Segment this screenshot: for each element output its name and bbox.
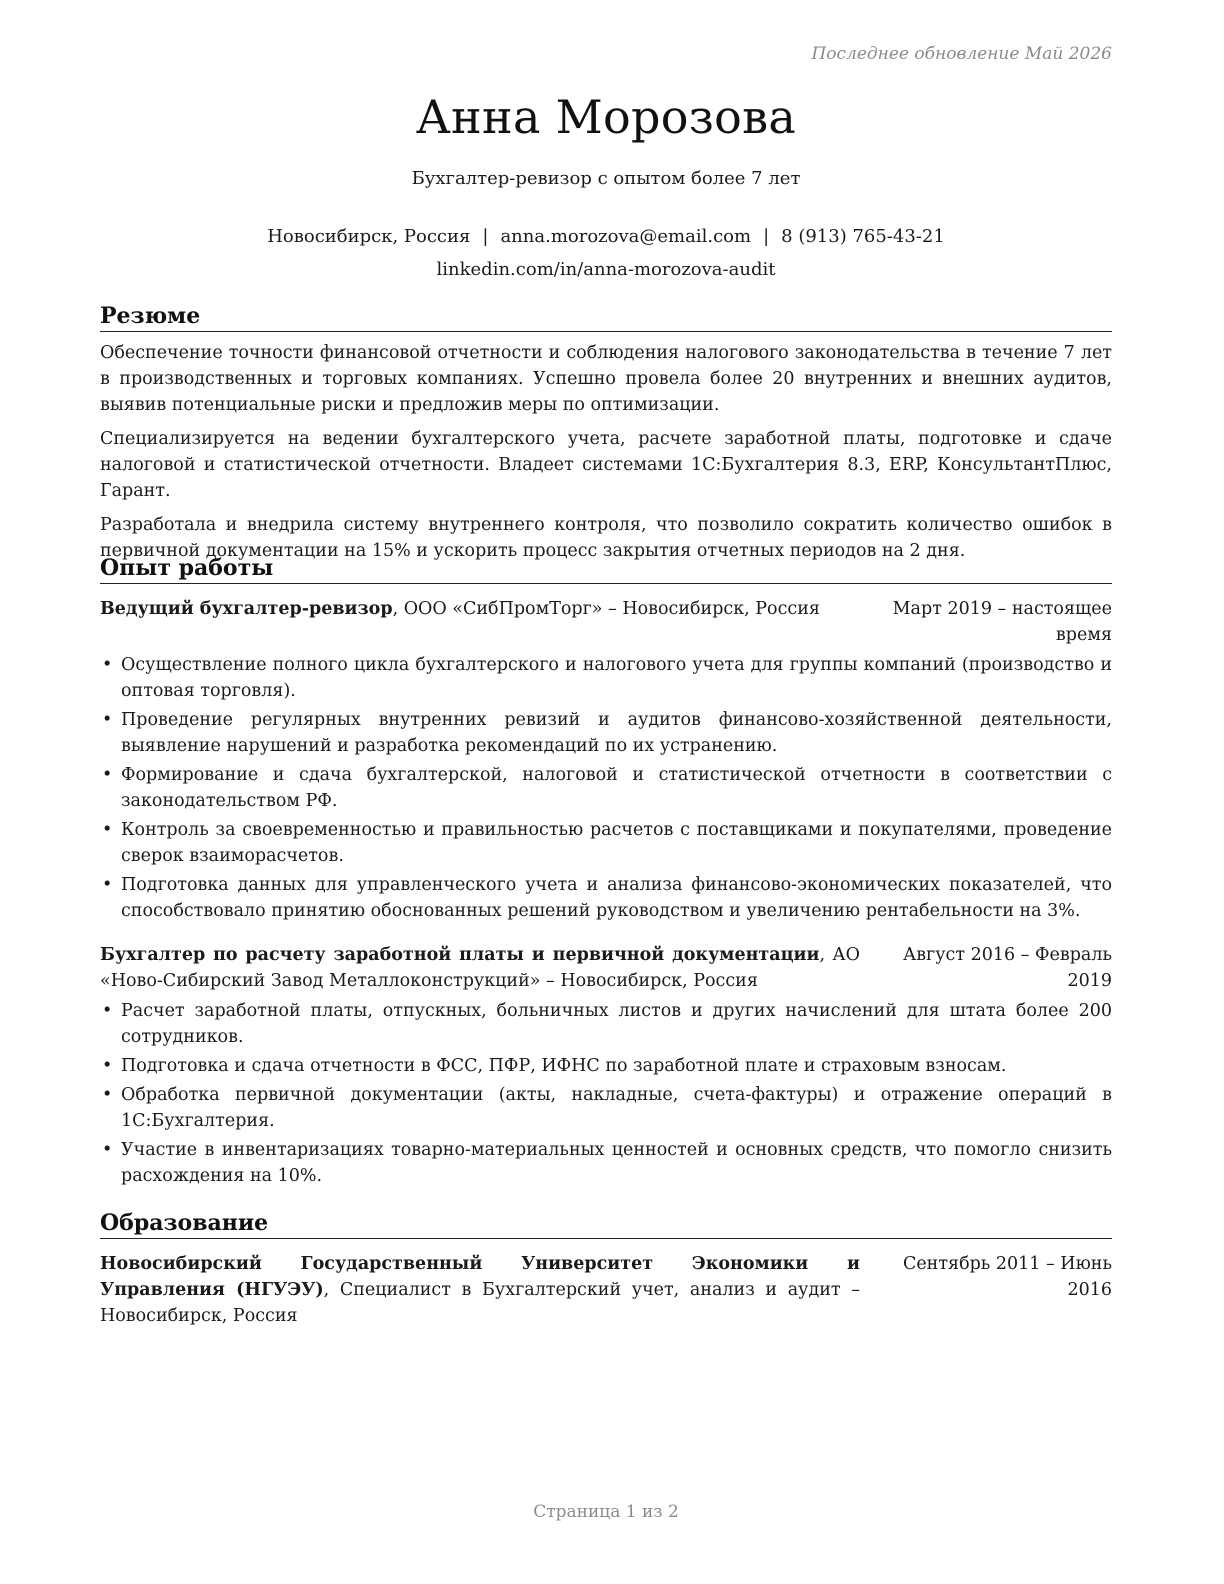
education-title-line bbox=[100, 1251, 860, 1329]
list-item: • Участие в инвентаризациях товарно-материальных ценностей и основных средств, что помогло снизить расхождения на 10%. bbox=[100, 1137, 1112, 1189]
email-link[interactable]: anna.morozova@email.com bbox=[500, 226, 752, 247]
job-title-line bbox=[100, 942, 860, 994]
summary-paragraph: Разработала и внедрила систему внутреннего контроля, что позволило сократить количество ошибок в первичной документации на 15% и ускорить процесс закрытия отчетных периодов на 2 дня. bbox=[100, 515, 1112, 561]
job-entry bbox=[100, 942, 1112, 1189]
job-position: Ведущий бухгалтер-ревизор bbox=[100, 599, 393, 619]
summary-paragraph: Обеспечение точности финансовой отчетности и соблюдения налогового законодательства в течение 7 лет в производственных и торговых компаниях. Успешно провела более 20 внутренних и внешних аудитов, выявив потенциальные риски и предложив меры по оптимизации. bbox=[100, 343, 1112, 415]
contact-block bbox=[100, 220, 1112, 286]
list-item: • Подготовка данных для управленческого учета и анализа финансово-экономических показателей, что способствовало принятию обоснованных решений руководством и увеличению рентабельности на 3%. bbox=[100, 872, 1112, 924]
job-bullets bbox=[100, 652, 1112, 924]
candidate-name: Анна Морозова bbox=[415, 90, 797, 144]
education-entry bbox=[100, 1251, 1112, 1329]
phone: 8 (913) 765-43-21 bbox=[781, 226, 945, 247]
resume-page bbox=[100, 0, 1112, 1584]
list-item: • Контроль за своевременностью и правильностью расчетов с поставщиками и покупателями, проведение сверок взаиморасчетов. bbox=[100, 817, 1112, 869]
section-title-education: Образование bbox=[100, 1210, 1112, 1239]
separator: | bbox=[482, 226, 489, 247]
education-section bbox=[100, 1210, 1112, 1329]
education-degree: , Специалист в Бухгалтерский учет, анализ и аудит – Новосибирск, Россия bbox=[100, 1280, 860, 1326]
job-dates: Август 2016 – Февраль 2019 bbox=[902, 945, 1112, 991]
job-position: Бухгалтер по расчету заработной платы и первичной документации bbox=[100, 945, 820, 965]
separator: | bbox=[763, 226, 770, 247]
contact-line bbox=[100, 220, 1112, 253]
last-updated: Последнее обновление Май 2026 bbox=[811, 44, 1112, 64]
section-title-experience: Опыт работы bbox=[100, 555, 1112, 584]
job-entry bbox=[100, 596, 1112, 924]
job-header bbox=[100, 942, 1112, 994]
list-item: • Осуществление полного цикла бухгалтерского и налогового учета для группы компаний (производство и оптовая торговля). bbox=[100, 652, 1112, 704]
summary-section bbox=[100, 303, 1112, 564]
location: Новосибирск, Россия bbox=[267, 226, 471, 247]
job-header bbox=[100, 596, 1112, 648]
list-item: • Формирование и сдача бухгалтерской, налоговой и статистической отчетности в соответствии с законодательством РФ. bbox=[100, 762, 1112, 814]
job-bullets bbox=[100, 998, 1112, 1189]
summary-paragraph: Специализируется на ведении бухгалтерского учета, расчете заработной платы, подготовке и сдаче налоговой и статистической отчетности. Владеет системами 1С:Бухгалтерия 8.3, ERP, КонсультантПлюс, Гарант. bbox=[100, 429, 1112, 501]
linkedin-link[interactable]: linkedin.com/in/anna-morozova-audit bbox=[436, 259, 776, 280]
list-item: • Подготовка и сдача отчетности в ФСС, ПФР, ИФНС по заработной плате и страховым взносам. bbox=[100, 1053, 1112, 1079]
job-dates: Март 2019 – настоящее время bbox=[892, 599, 1112, 645]
education-institution: Новосибирский Государственный Университет Экономики и Управления (НГУЭУ) bbox=[100, 1254, 860, 1300]
job-company: , АО «Ново-Сибирский Завод Металлоконструкций» – Новосибирск, Россия bbox=[100, 945, 860, 991]
section-title-summary: Резюме bbox=[100, 303, 1112, 332]
list-item: • Проведение регулярных внутренних ревизий и аудитов финансово-хозяйственной деятельности, выявление нарушений и разработка рекомендаций по их устранению. bbox=[100, 707, 1112, 759]
education-dates: Сентябрь 2011 – Июнь 2016 bbox=[902, 1254, 1112, 1300]
job-company: , ООО «СибПромТорг» – Новосибирск, Россия bbox=[392, 599, 820, 619]
headline: Бухгалтер-ревизор с опытом более 7 лет bbox=[411, 168, 801, 189]
list-item: • Обработка первичной документации (акты, накладные, счета-фактуры) и отражение операций в 1С:Бухгалтерия. bbox=[100, 1082, 1112, 1134]
job-title-line bbox=[100, 596, 860, 648]
page-number: Страница 1 из 2 bbox=[533, 1502, 679, 1522]
experience-section bbox=[100, 555, 1112, 1192]
list-item: • Расчет заработной платы, отпускных, больничных листов и других начислений для штата более 200 сотрудников. bbox=[100, 998, 1112, 1050]
